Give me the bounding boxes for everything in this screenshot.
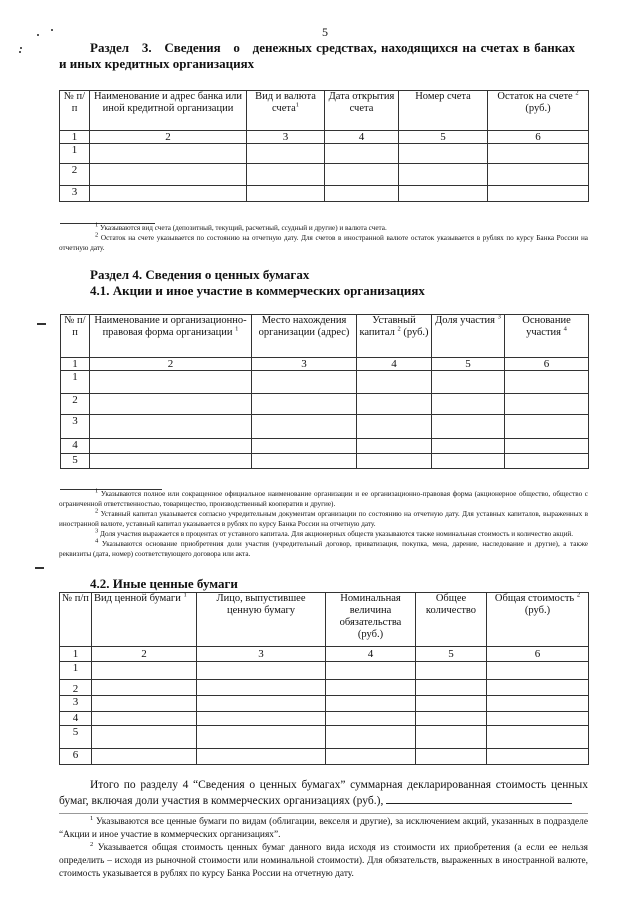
cell[interactable] xyxy=(197,680,326,696)
cell[interactable] xyxy=(252,415,357,439)
column-number: 2 xyxy=(92,647,197,662)
cell[interactable] xyxy=(416,680,487,696)
table-row xyxy=(61,394,589,415)
column-number: 6 xyxy=(505,358,589,371)
column-number: 5 xyxy=(399,131,488,144)
cell[interactable] xyxy=(90,394,252,415)
header-cell: Уставный капитал $^2$ (руб.) xyxy=(357,315,432,358)
shares-table xyxy=(60,314,589,469)
row-number: 1 xyxy=(60,662,92,680)
subsection-4-1-footnotes xyxy=(59,489,588,559)
cell[interactable] xyxy=(488,186,589,202)
cell[interactable] xyxy=(326,662,416,680)
cell[interactable] xyxy=(90,144,247,164)
column-number: 1 xyxy=(60,131,90,144)
section3-footnotes xyxy=(59,223,588,253)
header-cell: Дата открытия счета xyxy=(325,91,399,131)
footnote: $^2$ Остаток на счете указывается по состоянию на отчетную дату. Для счетов в иностранной валюте остаток указывается в рублях по курсу Банка России на отчетную дату. xyxy=(59,231,588,252)
cell[interactable] xyxy=(92,726,197,749)
cell[interactable] xyxy=(252,439,357,454)
table-row xyxy=(60,144,589,164)
table-row xyxy=(61,454,589,469)
column-number: 4 xyxy=(357,358,432,371)
table-row xyxy=(60,749,589,765)
header-cell: Место нахождения организации (адрес) xyxy=(252,315,357,358)
cell[interactable] xyxy=(90,454,252,469)
header-cell: Лицо, выпустившее ценную бумагу xyxy=(197,593,326,647)
header-cell: Вид и валюта счета$^1$ xyxy=(247,91,325,131)
cell[interactable] xyxy=(247,186,325,202)
cell[interactable] xyxy=(357,439,432,454)
header-cell: № п/п xyxy=(60,593,92,647)
footnote: $^3$ Доля участия выражается в процентах от уставного капитала. Для акционерных обществ указываются также номинальная стоимость и количество акций. xyxy=(95,527,574,538)
header-cell: Номер счета xyxy=(399,91,488,131)
table-row xyxy=(61,371,589,394)
table-row xyxy=(60,186,589,202)
cell[interactable] xyxy=(432,371,505,394)
cell[interactable] xyxy=(325,144,399,164)
cell[interactable] xyxy=(326,712,416,726)
cell[interactable] xyxy=(357,415,432,439)
subsection-4-2-footnotes xyxy=(59,816,588,881)
scan-speck xyxy=(20,47,22,49)
cell[interactable] xyxy=(197,726,326,749)
header-cell: Общая стоимость $^2$ (руб.) xyxy=(487,593,589,647)
row-number: 3 xyxy=(60,696,92,712)
cell[interactable] xyxy=(92,662,197,680)
cell[interactable] xyxy=(357,454,432,469)
cell[interactable] xyxy=(197,696,326,712)
footnote: $^2$ Указывается общая стоимость ценных бумаг данного вида исходя из стоимости их приобретения (а если ее нельзя определить – исходя из рыночной стоимости или номинальной стоимости). Для обязательств, выраженных в иностранной валюте, стоимость указывается в рублях по курсу Банка России на отчетную дату. xyxy=(59,840,588,879)
row-number: 3 xyxy=(60,186,90,202)
footnote: $^1$ Указываются все ценные бумаги по видам (облигации, векселя и другие), за исключением акций, указанных в подразделе “Акции и иное участие в коммерческих организациях”. xyxy=(59,814,588,840)
column-number: 1 xyxy=(60,647,92,662)
header-cell: Наименование и организационно-правовая форма организации $^1$ xyxy=(90,315,252,358)
cell[interactable] xyxy=(505,415,589,439)
cell[interactable] xyxy=(487,680,589,696)
header-cell: Наименование и адрес банка или иной кредитной организации xyxy=(90,91,247,131)
cell[interactable] xyxy=(487,712,589,726)
scan-speck xyxy=(19,51,21,53)
row-number: 1 xyxy=(60,144,90,164)
header-cell: Основание участия $^4$ xyxy=(505,315,589,358)
cell[interactable] xyxy=(487,726,589,749)
cell[interactable] xyxy=(432,454,505,469)
cell[interactable] xyxy=(325,186,399,202)
row-number: 3 xyxy=(61,415,90,439)
cell[interactable] xyxy=(416,726,487,749)
cell[interactable] xyxy=(247,144,325,164)
cell[interactable] xyxy=(416,749,487,765)
column-number-row xyxy=(60,647,589,662)
other-securities-table xyxy=(59,592,589,765)
cell[interactable] xyxy=(197,749,326,765)
cell[interactable] xyxy=(399,164,488,186)
cell[interactable] xyxy=(252,371,357,394)
footnote: $^4$ Указываются основание приобретения доли участия (учредительный договор, приватизация, покупка, мена, дарение, наследование и другие), а также реквизиты (дата, номер) соответствующего договора или акта. xyxy=(59,537,589,558)
cell[interactable] xyxy=(92,696,197,712)
cell[interactable] xyxy=(487,749,589,765)
section3-title-line1: Раздел 3. Сведения о денежных средствах, находящихся на счетах в банках xyxy=(90,40,576,55)
section4-total: Итого по разделу 4 “Сведения о ценных бумагах” суммарная декларированная стоимость ценных бумаг, включая доли участия в коммерческих организациях (руб.), xyxy=(59,779,588,807)
cell[interactable] xyxy=(90,164,247,186)
cell[interactable] xyxy=(488,164,589,186)
cell[interactable] xyxy=(432,439,505,454)
cell[interactable] xyxy=(197,662,326,680)
cell[interactable] xyxy=(432,415,505,439)
column-number: 5 xyxy=(432,358,505,371)
column-number: 2 xyxy=(90,131,247,144)
cell[interactable] xyxy=(90,415,252,439)
header-cell: Доля участия $^3$ xyxy=(432,315,505,358)
table-row xyxy=(60,680,589,696)
row-number: 5 xyxy=(60,726,92,749)
footnote-rule xyxy=(59,813,588,814)
table-row xyxy=(61,415,589,439)
scan-speck xyxy=(51,29,53,31)
cell[interactable] xyxy=(416,662,487,680)
column-number: 6 xyxy=(487,647,589,662)
subsection-4-2-title: 4.2. Иные ценные бумаги xyxy=(90,576,238,591)
cell[interactable] xyxy=(325,164,399,186)
page-number: 5 xyxy=(322,25,328,39)
column-number-row xyxy=(61,358,589,371)
footnote: $^2$ Уставный капитал указывается согласно учредительным документам организации по состоянию на отчетную дату. Для уставных капиталов, выраженных в иностранной валюте, уставный капитал указывается в рублях по курсу Банка России на отчетную дату. xyxy=(59,507,589,528)
header-cell: Номинальная величина обязательства (руб.) xyxy=(326,593,416,647)
cell[interactable] xyxy=(505,394,589,415)
total-value-field[interactable] xyxy=(386,793,572,804)
subsection-4-1-title: 4.1. Акции и иное участие в коммерческих организациях xyxy=(90,283,425,298)
row-number: 6 xyxy=(60,749,92,765)
column-number: 3 xyxy=(252,358,357,371)
scan-speck xyxy=(37,34,39,36)
cell[interactable] xyxy=(90,186,247,202)
row-number: 1 xyxy=(61,371,90,394)
cell[interactable] xyxy=(252,394,357,415)
row-number: 5 xyxy=(61,454,90,469)
table-header-row xyxy=(60,593,589,647)
cell[interactable] xyxy=(92,680,197,696)
table-row xyxy=(60,696,589,712)
cell[interactable] xyxy=(326,726,416,749)
cell[interactable] xyxy=(487,696,589,712)
column-number: 3 xyxy=(247,131,325,144)
cell[interactable] xyxy=(487,662,589,680)
table-row xyxy=(61,439,589,454)
section4-title: Раздел 4. Сведения о ценных бумагах xyxy=(90,267,310,282)
column-number: 6 xyxy=(488,131,589,144)
cell[interactable] xyxy=(505,371,589,394)
cell[interactable] xyxy=(326,680,416,696)
header-cell: № п/п xyxy=(60,91,90,131)
row-number: 4 xyxy=(61,439,90,454)
column-number: 4 xyxy=(326,647,416,662)
section3-title-line2: и иных кредитных организациях xyxy=(59,56,255,71)
table-row xyxy=(60,712,589,726)
header-cell: № п/п xyxy=(61,315,90,358)
row-number: 2 xyxy=(60,164,90,186)
punch-mark xyxy=(35,567,44,569)
column-number-row xyxy=(60,131,589,144)
cell[interactable] xyxy=(92,712,197,726)
column-number: 4 xyxy=(325,131,399,144)
bank-accounts-table xyxy=(59,90,589,202)
cell[interactable] xyxy=(326,749,416,765)
punch-mark xyxy=(37,323,46,325)
column-number: 1 xyxy=(61,358,90,371)
column-number: 3 xyxy=(197,647,326,662)
cell[interactable] xyxy=(357,371,432,394)
cell[interactable] xyxy=(399,186,488,202)
cell[interactable] xyxy=(488,144,589,164)
row-number: 2 xyxy=(60,680,92,696)
cell[interactable] xyxy=(505,454,589,469)
cell[interactable] xyxy=(92,749,197,765)
cell[interactable] xyxy=(326,696,416,712)
footnote: $^1$ Указываются полное или сокращенное официальное наименование организации и ее организационно-правовая форма (акционерное общество, общество с ограниченной ответственностью, товарищество, производственный кооператив и другие). xyxy=(59,487,588,508)
table-row xyxy=(60,726,589,749)
table-header-row xyxy=(61,315,589,358)
row-number: 2 xyxy=(61,394,90,415)
cell[interactable] xyxy=(247,164,325,186)
cell[interactable] xyxy=(197,712,326,726)
cell[interactable] xyxy=(399,144,488,164)
cell[interactable] xyxy=(357,394,432,415)
cell[interactable] xyxy=(416,712,487,726)
row-number: 4 xyxy=(60,712,92,726)
cell[interactable] xyxy=(90,439,252,454)
cell[interactable] xyxy=(432,394,505,415)
cell[interactable] xyxy=(252,454,357,469)
column-number: 5 xyxy=(416,647,487,662)
table-row xyxy=(60,662,589,680)
cell[interactable] xyxy=(505,439,589,454)
column-number: 2 xyxy=(90,358,252,371)
table-header-row xyxy=(60,91,589,131)
cell[interactable] xyxy=(416,696,487,712)
header-cell: Вид ценной бумаги $^1$ xyxy=(92,593,197,647)
footnote: $^1$ Указываются вид счета (депозитный, текущий, расчетный, ссудный и другие) и валюта счета. xyxy=(95,221,387,232)
cell[interactable] xyxy=(90,371,252,394)
table-row xyxy=(60,164,589,186)
header-cell: Остаток на счете $^2$ (руб.) xyxy=(488,91,589,131)
header-cell: Общее количество xyxy=(416,593,487,647)
